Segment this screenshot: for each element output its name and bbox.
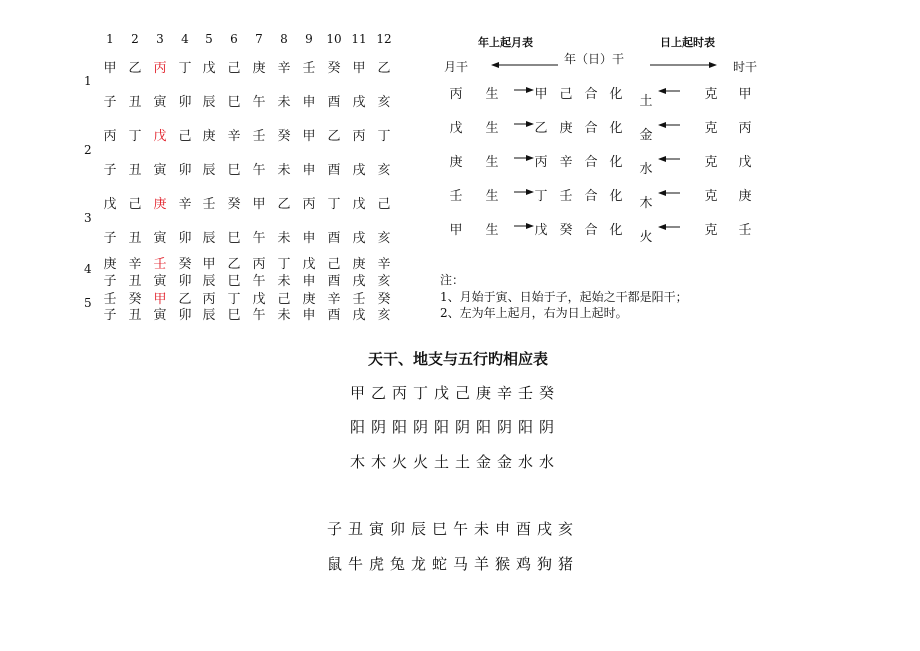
- stem-cell: 丙: [302, 197, 316, 212]
- stem-cell: 丙: [103, 129, 117, 144]
- stem-cell: 丁: [327, 197, 341, 212]
- stem-cell: 癸: [327, 61, 341, 76]
- branch-cell: 丑: [128, 274, 142, 289]
- generates-cell: 生: [485, 223, 499, 238]
- branch-cell: 戌: [352, 95, 366, 110]
- transform-cell: 化: [609, 189, 623, 204]
- branch-cell: 酉: [327, 163, 341, 178]
- stem-cell: 辛: [178, 197, 192, 212]
- branch-cell: 午: [252, 308, 266, 323]
- branch-cell: 巳: [227, 274, 241, 289]
- stem-cell: 癸: [128, 292, 142, 307]
- branch-cell: 寅: [153, 308, 167, 323]
- branch-cell: 午: [252, 163, 266, 178]
- transform-cell: 化: [609, 155, 623, 170]
- stem-cell: 戊: [202, 61, 216, 76]
- highlighted-stem-cell: 丙: [153, 61, 167, 76]
- year-stem-cell: 丁: [534, 189, 548, 204]
- combine-cell: 合: [584, 87, 598, 102]
- stem-cell: 壬: [103, 292, 117, 307]
- paired-stem-cell: 庚: [559, 121, 573, 136]
- stem-cell: 辛: [227, 129, 241, 144]
- stem-cell: 辛: [377, 257, 391, 272]
- month-stem-cell: 戊: [449, 121, 463, 136]
- branch-cell: 巳: [227, 95, 241, 110]
- branch-cell: 卯: [178, 231, 192, 246]
- paired-stem-cell: 壬: [559, 189, 573, 204]
- stem-cell: 壬: [252, 129, 266, 144]
- branch-cell: 酉: [327, 231, 341, 246]
- stem-cell: 甲: [352, 61, 366, 76]
- stem-cell: 癸: [227, 197, 241, 212]
- branch-cell: 申: [302, 308, 316, 323]
- group-label: 3: [84, 211, 92, 225]
- element-cell: 金: [639, 128, 653, 143]
- branch-cell: 戌: [352, 163, 366, 178]
- stem-cell: 己: [227, 61, 241, 76]
- branch-cell: 丑: [128, 231, 142, 246]
- notes-line-1: 1、月始于寅、日始于子，起始之干都是阳干；: [440, 290, 688, 304]
- branch-cell: 丑: [128, 308, 142, 323]
- paired-stem-cell: 己: [559, 87, 573, 102]
- stem-cell: 丁: [128, 129, 142, 144]
- combine-cell: 合: [584, 223, 598, 238]
- year-stem-cell: 戊: [534, 223, 548, 238]
- column-number: 10: [326, 32, 342, 46]
- stem-cell: 戊: [252, 292, 266, 307]
- branch-cell: 寅: [153, 231, 167, 246]
- stem-cell: 己: [277, 292, 291, 307]
- stem-cell: 乙: [178, 292, 192, 307]
- group-label: 4: [84, 262, 92, 276]
- stem-cell: 甲: [302, 129, 316, 144]
- year-day-stem-label: 年（日）干: [564, 52, 625, 66]
- stem-cell: 丁: [277, 257, 291, 272]
- stem-cell: 庚: [103, 257, 117, 272]
- branch-cell: 亥: [377, 274, 391, 289]
- column-number: 2: [131, 32, 139, 46]
- stem-cell: 庚: [352, 257, 366, 272]
- stem-cell: 丁: [178, 61, 192, 76]
- branch-cell: 辰: [202, 274, 216, 289]
- branch-cell: 申: [302, 274, 316, 289]
- restrains-cell: 克: [704, 87, 718, 102]
- notes-title: 注：: [440, 273, 465, 287]
- branch-cell: 戌: [352, 308, 366, 323]
- year-month-table-title: 年上起月表: [478, 36, 533, 49]
- paired-stem-cell: 癸: [559, 223, 573, 238]
- stem-cell: 辛: [277, 61, 291, 76]
- branch-cell: 丑: [128, 95, 142, 110]
- branch-cell: 戌: [352, 274, 366, 289]
- branch-cell: 寅: [153, 163, 167, 178]
- hour-stem-cell: 庚: [738, 189, 752, 204]
- month-stem-cell: 庚: [449, 155, 463, 170]
- stem-cell: 甲: [103, 61, 117, 76]
- branch-cell: 申: [302, 231, 316, 246]
- column-number: 3: [156, 32, 164, 46]
- column-number: 7: [255, 32, 263, 46]
- branch-cell: 戌: [352, 231, 366, 246]
- branch-cell: 未: [277, 163, 291, 178]
- branch-cell: 寅: [153, 95, 167, 110]
- stem-cell: 甲: [202, 257, 216, 272]
- restrains-cell: 克: [704, 189, 718, 204]
- stem-cell: 乙: [327, 129, 341, 144]
- day-hour-table-title: 日上起时表: [660, 36, 715, 49]
- stem-cell: 丁: [227, 292, 241, 307]
- yin-yang-row: 阳阴阳阴阳阴阳阴阳阴: [350, 418, 561, 436]
- branch-cell: 酉: [327, 274, 341, 289]
- stem-cell: 戊: [302, 257, 316, 272]
- column-number: 8: [280, 32, 288, 46]
- year-stem-cell: 丙: [534, 155, 548, 170]
- branch-cell: 午: [252, 274, 266, 289]
- year-stem-cell: 甲: [534, 87, 548, 102]
- branch-cell: 丑: [128, 163, 142, 178]
- column-number: 11: [351, 32, 367, 46]
- branch-cell: 巳: [227, 163, 241, 178]
- stem-cell: 乙: [227, 257, 241, 272]
- combine-cell: 合: [584, 155, 598, 170]
- stem-cell: 戊: [352, 197, 366, 212]
- stem-cell: 丙: [252, 257, 266, 272]
- stem-cell: 乙: [277, 197, 291, 212]
- group-label: 2: [84, 143, 92, 157]
- transform-cell: 化: [609, 121, 623, 136]
- stem-cell: 己: [327, 257, 341, 272]
- combine-cell: 合: [584, 189, 598, 204]
- stem-cell: 乙: [377, 61, 391, 76]
- stem-cell: 壬: [202, 197, 216, 212]
- column-number: 12: [376, 32, 392, 46]
- highlighted-stem-cell: 壬: [153, 257, 167, 272]
- branch-cell: 辰: [202, 95, 216, 110]
- branch-cell: 未: [277, 274, 291, 289]
- stem-cell: 癸: [377, 292, 391, 307]
- element-cell: 土: [639, 94, 653, 109]
- branch-cell: 卯: [178, 95, 192, 110]
- generates-cell: 生: [485, 87, 499, 102]
- month-stem-label: 月干: [444, 60, 469, 74]
- stem-cell: 丙: [202, 292, 216, 307]
- correspondence-title: 天干、地支与五行旳相应表: [368, 350, 549, 368]
- stem-cell: 壬: [352, 292, 366, 307]
- stem-cell: 庚: [202, 129, 216, 144]
- group-label: 5: [84, 296, 92, 310]
- branch-cell: 寅: [153, 274, 167, 289]
- month-stem-cell: 壬: [449, 189, 463, 204]
- column-number: 5: [205, 32, 213, 46]
- branch-cell: 未: [277, 231, 291, 246]
- branch-cell: 辰: [202, 308, 216, 323]
- stem-cell: 己: [377, 197, 391, 212]
- stem-cell: 辛: [128, 257, 142, 272]
- stem-cell: 庚: [302, 292, 316, 307]
- hour-stem-cell: 丙: [738, 121, 752, 136]
- branch-cell: 酉: [327, 95, 341, 110]
- branch-cell: 未: [277, 308, 291, 323]
- branch-cell: 卯: [178, 308, 192, 323]
- transform-cell: 化: [609, 223, 623, 238]
- year-stem-cell: 乙: [534, 121, 548, 136]
- stem-cell: 己: [128, 197, 142, 212]
- paired-stem-cell: 辛: [559, 155, 573, 170]
- branch-cell: 申: [302, 163, 316, 178]
- branch-cell: 申: [302, 95, 316, 110]
- branch-cell: 酉: [327, 308, 341, 323]
- hour-stem-cell: 戊: [738, 155, 752, 170]
- branch-cell: 子: [103, 274, 117, 289]
- stem-cell: 戊: [103, 197, 117, 212]
- highlighted-stem-cell: 戊: [153, 129, 167, 144]
- branch-cell: 未: [277, 95, 291, 110]
- stem-cell: 丙: [352, 129, 366, 144]
- column-number: 9: [305, 32, 313, 46]
- branch-cell: 午: [252, 231, 266, 246]
- element-cell: 火: [639, 230, 653, 245]
- earthly-branches-row: 子丑寅卯辰巳午未申酉戌亥: [327, 520, 580, 538]
- notes-line-2: 2、左为年上起月，右为日上起时。: [440, 306, 628, 320]
- column-number: 1: [106, 32, 114, 46]
- hour-stem-cell: 壬: [738, 223, 752, 238]
- branch-cell: 亥: [377, 308, 391, 323]
- transform-cell: 化: [609, 87, 623, 102]
- stem-cell: 癸: [178, 257, 192, 272]
- branch-cell: 子: [103, 163, 117, 178]
- month-stem-cell: 甲: [449, 223, 463, 238]
- group-label: 1: [84, 74, 92, 88]
- hour-stem-cell: 甲: [738, 87, 752, 102]
- branch-cell: 巳: [227, 231, 241, 246]
- element-cell: 水: [639, 162, 653, 177]
- branch-cell: 辰: [202, 231, 216, 246]
- restrains-cell: 克: [704, 223, 718, 238]
- zodiac-animals-row: 鼠牛虎兔龙蛇马羊猴鸡狗猪: [327, 555, 580, 573]
- branch-cell: 子: [103, 308, 117, 323]
- stem-cell: 庚: [252, 61, 266, 76]
- branch-cell: 亥: [377, 163, 391, 178]
- branch-cell: 子: [103, 95, 117, 110]
- branch-cell: 辰: [202, 163, 216, 178]
- heavenly-stems-row: 甲乙丙丁戊己庚辛壬癸: [350, 384, 561, 402]
- element-cell: 木: [639, 196, 653, 211]
- branch-cell: 亥: [377, 95, 391, 110]
- branch-cell: 亥: [377, 231, 391, 246]
- highlighted-stem-cell: 庚: [153, 197, 167, 212]
- stem-cell: 壬: [302, 61, 316, 76]
- branch-cell: 巳: [227, 308, 241, 323]
- generates-cell: 生: [485, 189, 499, 204]
- column-number: 4: [181, 32, 189, 46]
- stem-cell: 丁: [377, 129, 391, 144]
- stem-cell: 癸: [277, 129, 291, 144]
- stem-cell: 己: [178, 129, 192, 144]
- stem-cell: 乙: [128, 61, 142, 76]
- generates-cell: 生: [485, 155, 499, 170]
- stem-cell: 辛: [327, 292, 341, 307]
- generates-cell: 生: [485, 121, 499, 136]
- hour-stem-label: 时干: [733, 60, 758, 74]
- branch-cell: 卯: [178, 274, 192, 289]
- branch-cell: 卯: [178, 163, 192, 178]
- column-number: 6: [230, 32, 238, 46]
- restrains-cell: 克: [704, 155, 718, 170]
- combine-cell: 合: [584, 121, 598, 136]
- stem-cell: 甲: [252, 197, 266, 212]
- month-stem-cell: 丙: [449, 87, 463, 102]
- branch-cell: 子: [103, 231, 117, 246]
- restrains-cell: 克: [704, 121, 718, 136]
- highlighted-stem-cell: 甲: [153, 292, 167, 307]
- branch-cell: 午: [252, 95, 266, 110]
- five-elements-row: 木木火火土土金金水水: [350, 453, 561, 471]
